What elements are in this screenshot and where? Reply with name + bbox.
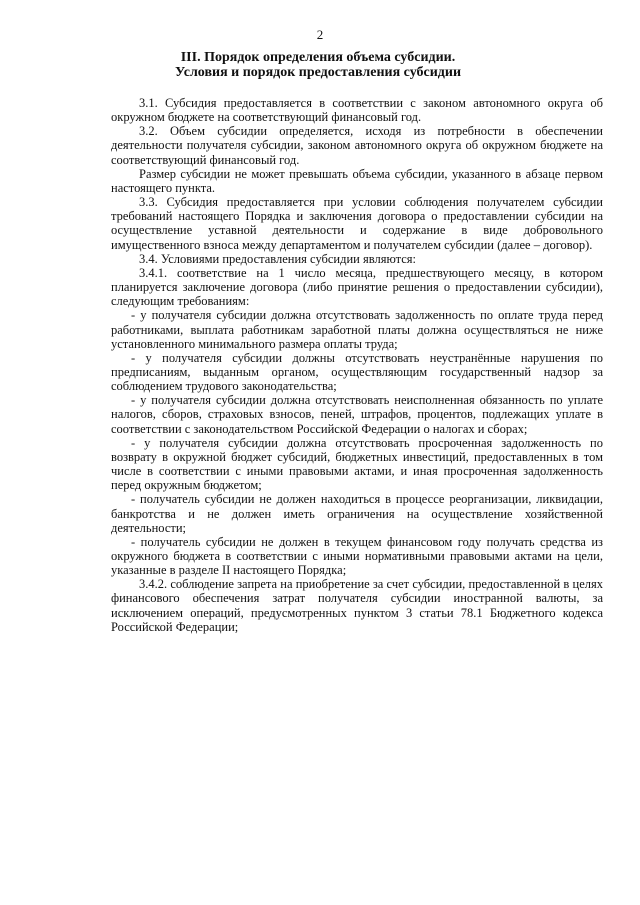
paragraph-3-4-1: 3.4.1. соответствие на 1 число месяца, предшествующего месяцу, в котором планируется заключение договора (либо принятие решения о предоставлении субсидии), следующим требованиям: — [111, 265, 603, 309]
requirement-no-reorganization: - получатель субсидии не должен находиться в процессе реорганизации, ликвидации, банкротства и не должен иметь ограничения на осуществление хозяйственной деятельности; — [111, 492, 603, 535]
requirement-no-other-funding: - получатель субсидии не должен в текущем финансовом году получать средства из окружного бюджета в соответствии с иными нормативными правовыми актами на цели, указанные в разделе II настоящего Порядка; — [111, 534, 603, 578]
paragraph-3-1: 3.1. Субсидия предоставляется в соответствии с законом автономного округа об окружном бюджете на соответствующий финансовый год. — [111, 96, 603, 125]
paragraph-subsidy-limit: Размер субсидии не может превышать объема субсидии, указанного в абзаце первом настоящего пункта. — [111, 166, 603, 195]
requirement-tax-obligations: - у получателя субсидии должна отсутствовать неисполненная обязанность по уплате налогов, сборов, страховых взносов, пеней, штрафов, процентов, подлежащих уплате в соответствии с законодательством Российской Федерации о налогах и сборах; — [111, 393, 603, 436]
document-body — [111, 96, 603, 634]
requirement-labor-violations: - у получателя субсидии должны отсутствовать неустранённые нарушения по предписаниям, выданным органом, осуществляющим государственный надзор за соблюдением трудового законодательства; — [111, 350, 603, 394]
page-number: 2 — [316, 27, 324, 42]
paragraph-3-2: 3.2. Объем субсидии определяется, исходя из потребности в обеспечении деятельности получателя субсидии, законом автономного округа об окружном бюджете на соответствующий финансовый год. — [111, 124, 603, 167]
requirement-budget-debt: - у получателя субсидии должна отсутствовать просроченная задолженность по возврату в окружной бюджет субсидий, бюджетных инвестиций, предоставленных в том числе в соответствии с иными правовыми актами, и иная просроченная задолженность перед окружным бюджетом; — [111, 435, 603, 493]
requirement-wage-debt: - у получателя субсидии должна отсутствовать задолженность по оплате труда перед работниками, выплата работникам заработной платы должна осуществляться не ниже установленного минимального размера оплаты труда; — [111, 308, 603, 351]
paragraph-3-4-2: 3.4.2. соблюдение запрета на приобретение за счет субсидии, предоставленной в целях финансового обеспечения затрат получателя субсидии иностранной валюты, за исключением операций, предусмотренных пунктом 3 статьи 78.1 Бюджетного кодекса Российской Федерации; — [111, 577, 603, 634]
section-title-line-2: Условия и порядок предоставления субсидии — [174, 65, 462, 80]
paragraph-3-3: 3.3. Субсидия предоставляется при условии соблюдения получателем субсидии требований настоящего Порядка и заключения договора о предоставлении субсидии на осуществление уставной деятельности и содержание в виде добровольного имущественного взноса между департаментом и получателем субсидии (далее – договор). — [111, 195, 603, 252]
section-title-line-1: III. Порядок определения объема субсидии. — [180, 50, 456, 65]
section-heading — [108, 50, 528, 80]
paragraph-3-4: 3.4. Условиями предоставления субсидии являются: — [139, 251, 417, 266]
